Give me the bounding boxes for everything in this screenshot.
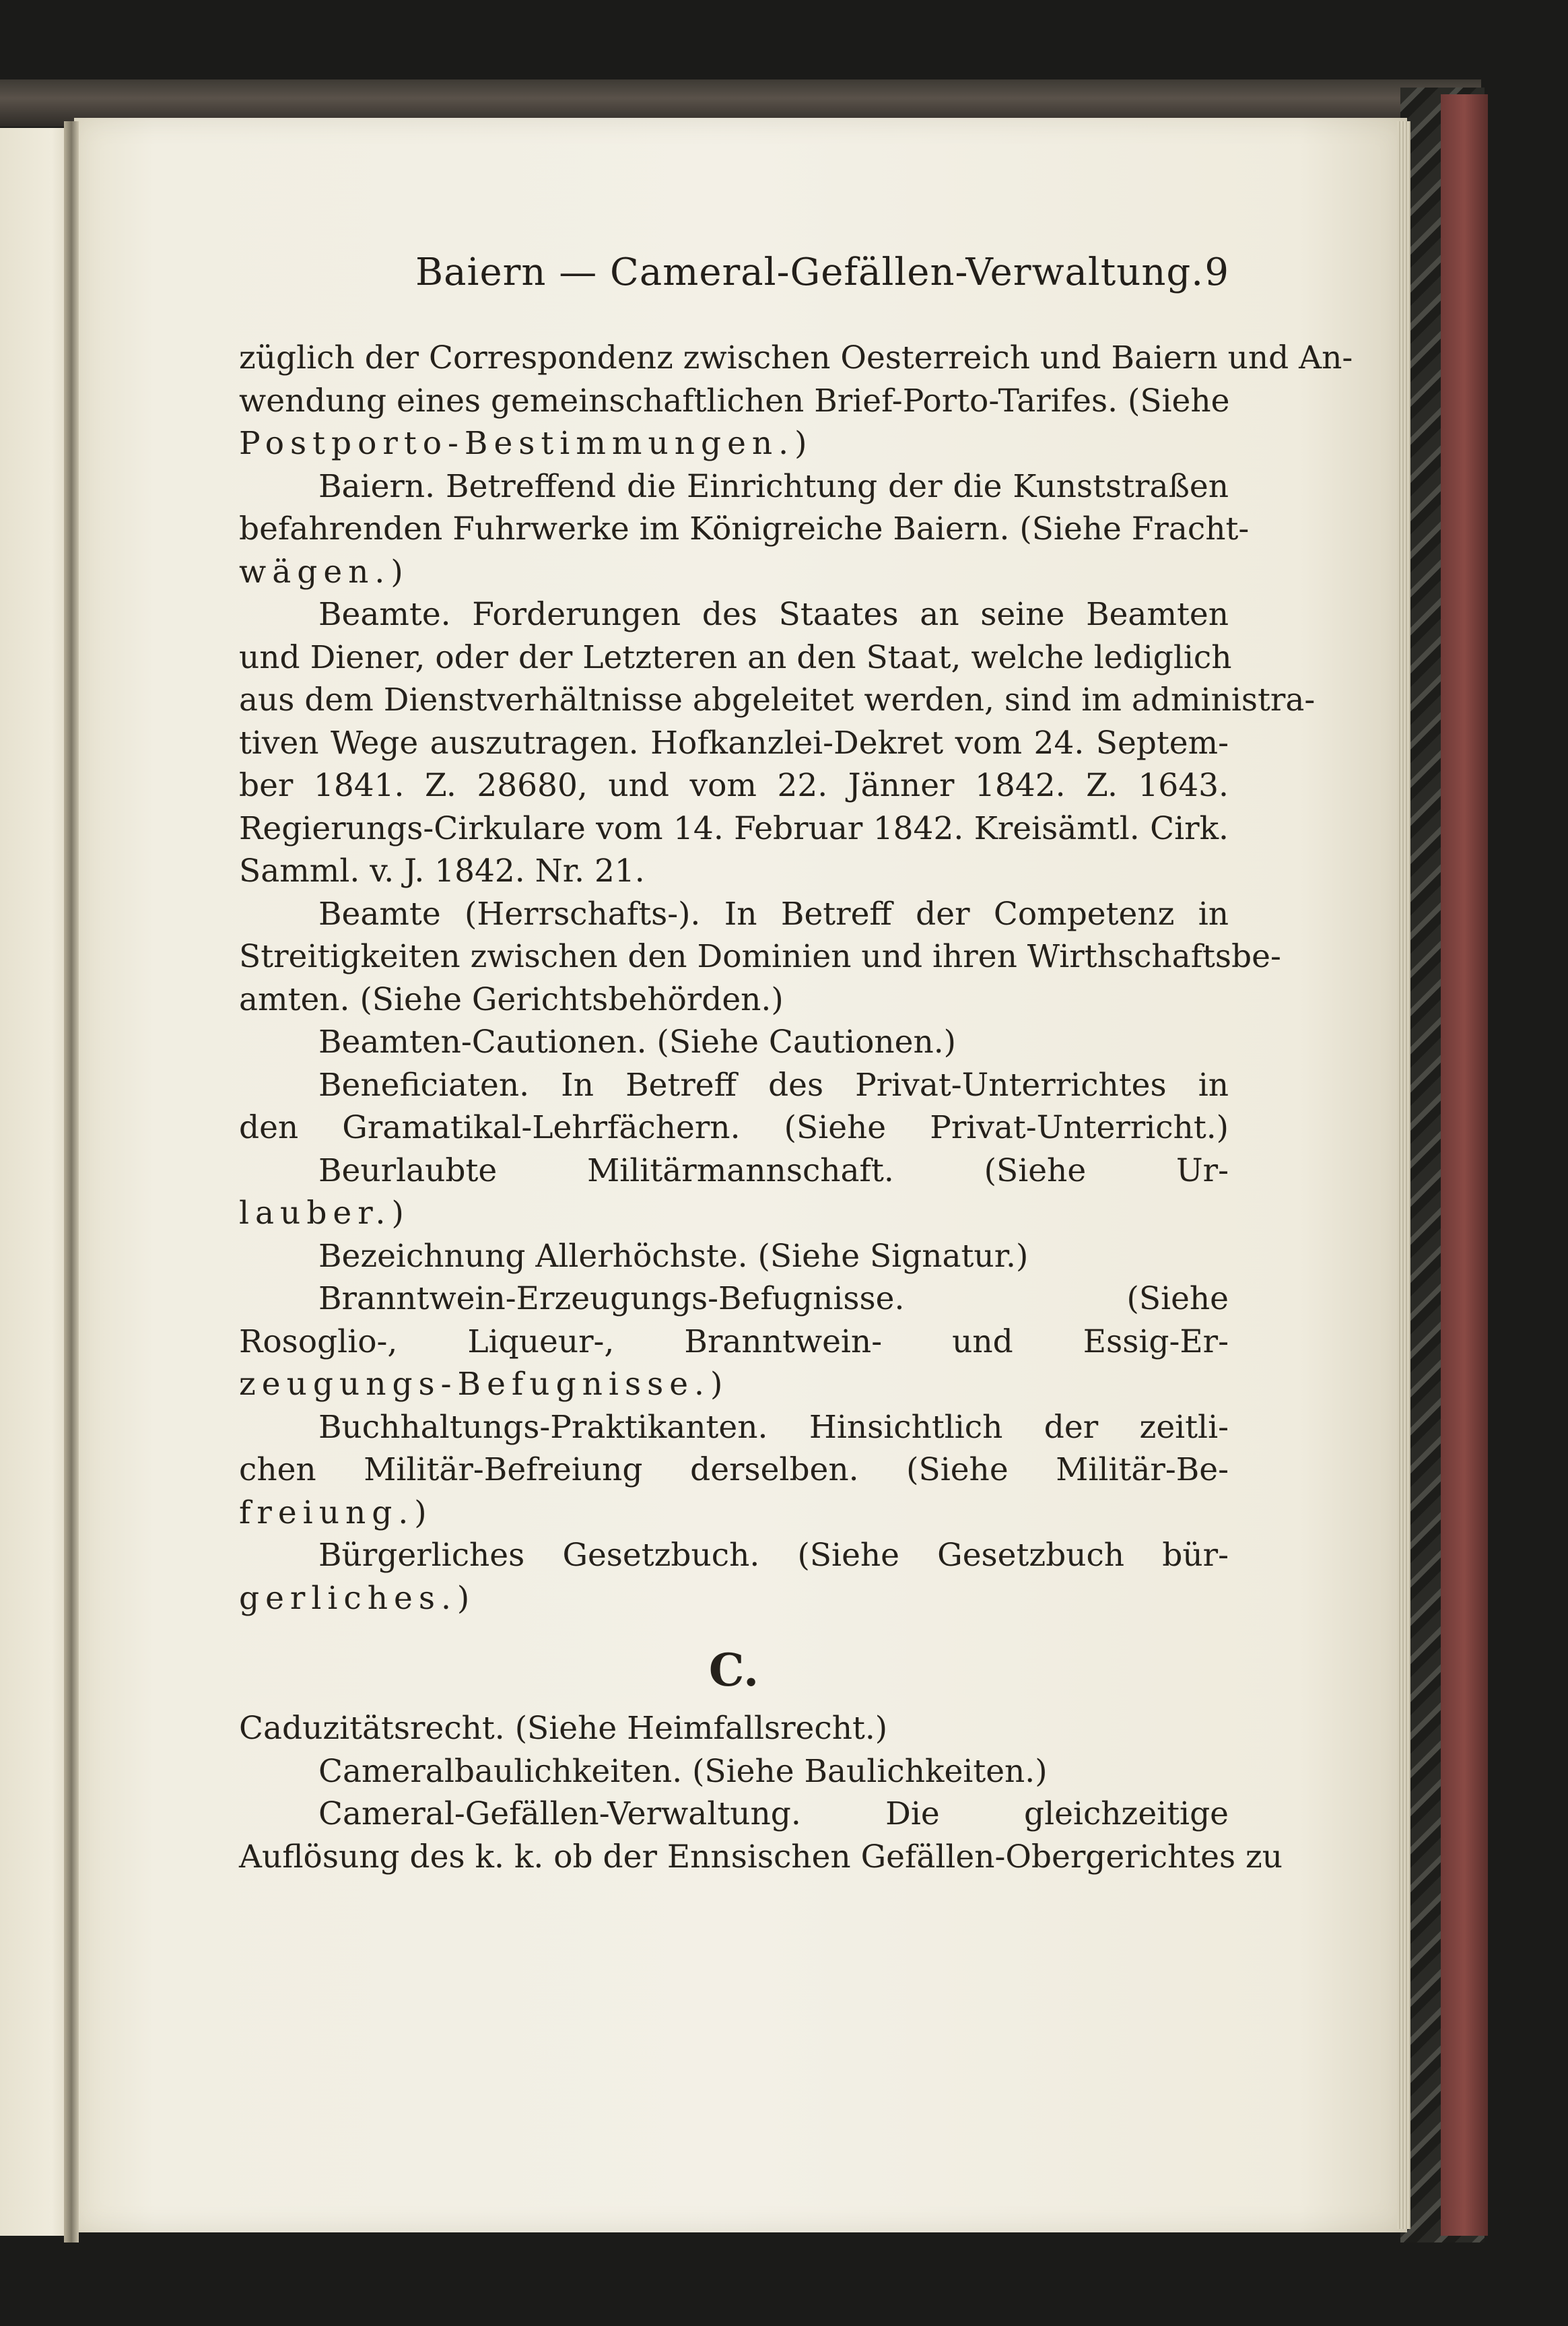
text-line: Streitigkeiten zwischen den Dominien und ihren Wirthschaftsbe- — [239, 938, 1281, 975]
entry-line: Buchhaltungs-Praktikanten. Hinsichtlich der zeitli- — [318, 1408, 1229, 1446]
entry-line: Caduzitätsrecht. (Siehe Heimfallsrecht.) — [239, 1710, 888, 1747]
entry-line: Beamten-Cautionen. (Siehe Cautionen.) — [318, 1024, 956, 1061]
text-line: wendung eines gemeinschaftlichen Brief-Porto-Tarifes. (Siehe — [239, 382, 1230, 420]
text-line: Samml. v. J. 1842. Nr. 21. — [239, 853, 645, 890]
entry-line: Beamte. Forderungen des Staates an seine Beamten — [318, 596, 1229, 633]
section-letter: C. — [708, 1644, 759, 1696]
entry-line: Bürgerliches Gesetzbuch. (Siehe Gesetzbuch bür- — [318, 1537, 1229, 1574]
page-stack-edge — [1397, 121, 1410, 2229]
text-line: wägen.) — [239, 553, 409, 591]
text-line: zeugungs-Befugnisse.) — [239, 1366, 729, 1403]
entry-line: Beneficiaten. In Betreff des Privat-Unterrichtes in — [318, 1066, 1229, 1104]
left-page-edge — [0, 128, 74, 2236]
entry-line: Beurlaubte Militärmannschaft. (Siehe Ur- — [318, 1152, 1229, 1189]
book-cover-edge — [1441, 94, 1488, 2236]
text-line: und Diener, oder der Letzteren an den Staat, welche lediglich — [239, 638, 1232, 676]
page-body — [239, 337, 1353, 1878]
text-line: Rosoglio-, Liqueur-, Branntwein- und Essig-Er- — [239, 1323, 1229, 1360]
text-line: den Gramatikal-Lehrfächern. (Siehe Privat-Unterricht.) — [239, 1109, 1229, 1146]
text-line: tiven Wege auszutragen. Hofkanzlei-Dekret vom 24. Septem- — [239, 724, 1229, 762]
text-line: chen Militär-Befreiung derselben. (Siehe Militär-Be- — [239, 1451, 1229, 1488]
entry-line: Baiern. Betreffend die Einrichtung der die Kunststraßen — [318, 467, 1229, 505]
text-line: aus dem Dienstverhältnisse abgeleitet werden, sind im administra- — [239, 682, 1316, 719]
running-head: Baiern — Cameral-Gefällen-Verwaltung. — [415, 251, 1204, 294]
text-line: befahrenden Fuhrwerke im Königreiche Baiern. (Siehe Fracht- — [239, 510, 1250, 547]
text-line: freiung.) — [239, 1494, 433, 1531]
text-line: Postporto-Bestimmungen.) — [239, 425, 813, 462]
entry-line: Cameral-Gefällen-Verwaltung. Die gleichzeitige — [318, 1795, 1229, 1832]
entry-line: Beamte (Herrschafts-). In Betreff der Competenz in — [318, 895, 1229, 933]
entry-line: Bezeichnung Allerhöchste. (Siehe Signatur.) — [318, 1237, 1029, 1275]
text-line: amten. (Siehe Gerichtsbehörden.) — [239, 981, 784, 1018]
entry-line: Cameralbaulichkeiten. (Siehe Baulichkeiten.) — [318, 1752, 1048, 1790]
text-line: Regierungs-Cirkulare vom 14. Februar 1842. Kreisämtl. Cirk. — [239, 809, 1229, 847]
text-line: lauber.) — [239, 1195, 410, 1232]
text-line: gerliches.) — [239, 1579, 476, 1617]
page-number: 9 — [1204, 251, 1229, 294]
text-line: ber 1841. Z. 28680, und vom 22. Jänner 1842. Z. 1643. — [239, 767, 1229, 804]
page-header — [239, 248, 1229, 308]
text-line: züglich der Correspondenz zwischen Oesterreich und Baiern und An- — [239, 339, 1353, 376]
entry-line: Branntwein-Erzeugungs-Befugnisse. (Siehe — [318, 1280, 1229, 1317]
text-line: Auflösung des k. k. ob der Ennsischen Gefällen-Obergerichtes zu — [239, 1838, 1283, 1875]
book-gutter — [64, 121, 79, 2242]
